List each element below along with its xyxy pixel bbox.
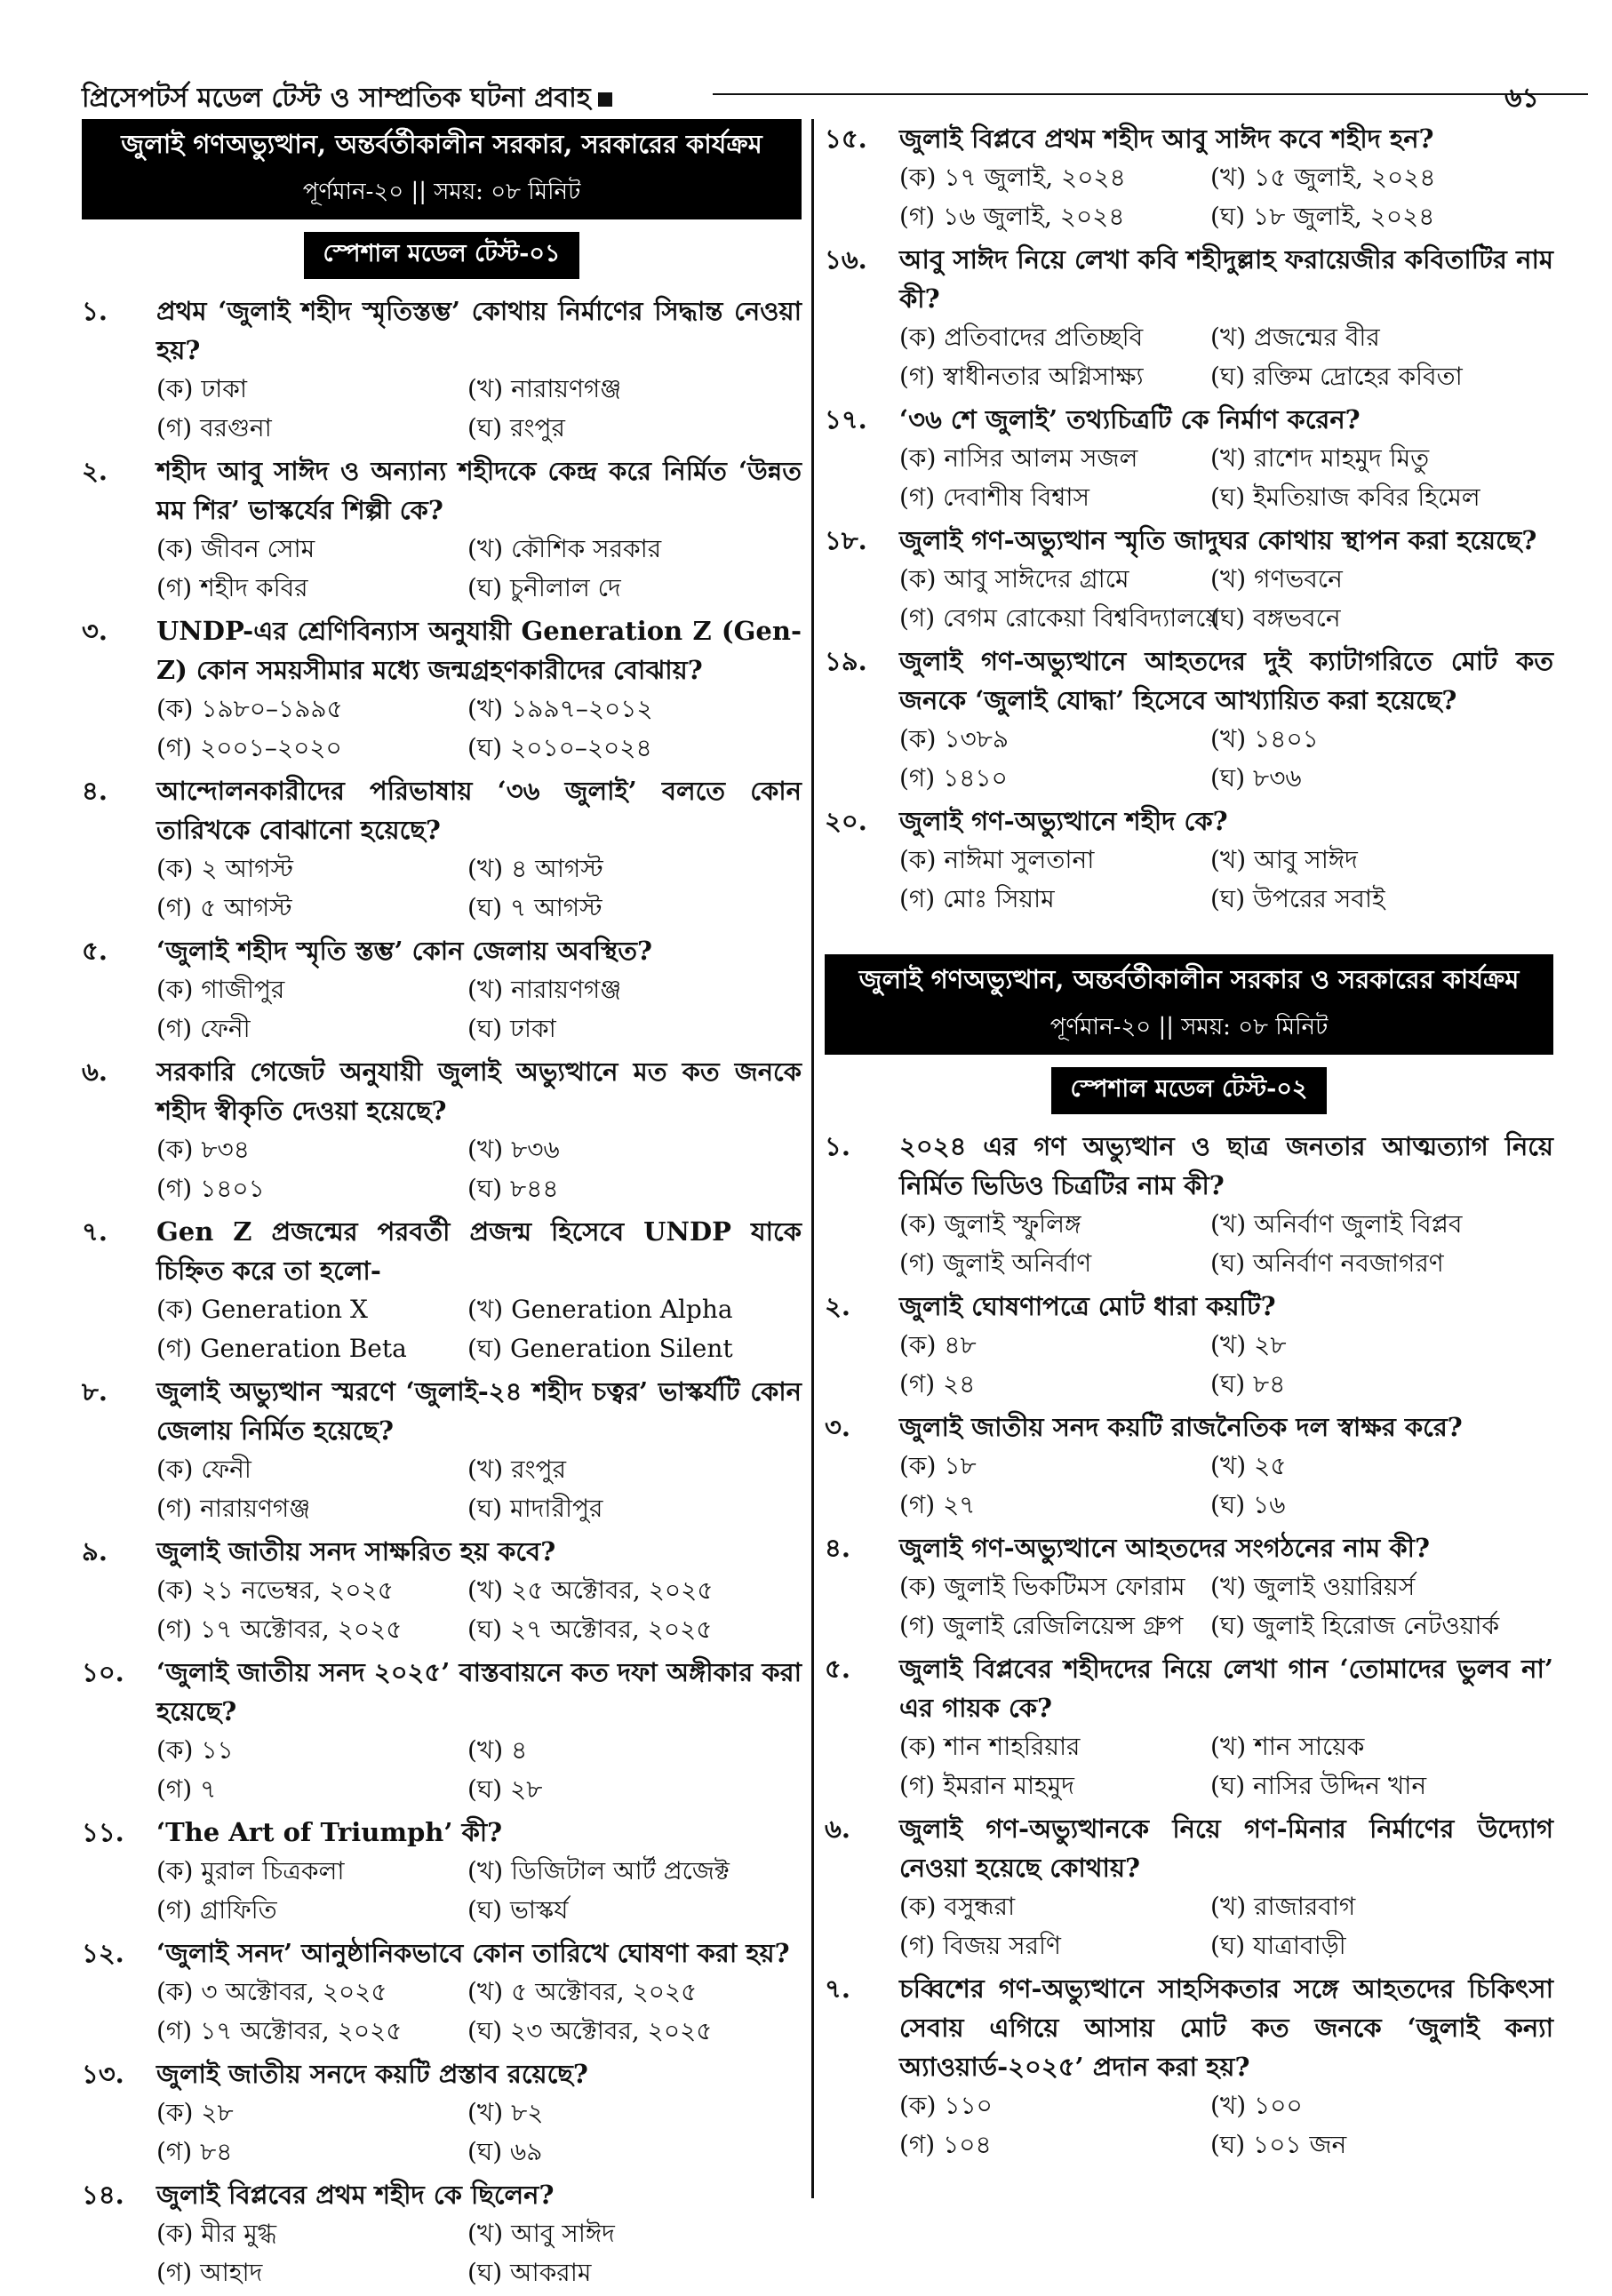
answer-option: (ঘ) ইমতিয়াজ কবির হিমেল bbox=[1210, 482, 1480, 512]
option-grid bbox=[899, 1727, 1553, 1806]
question-text: জুলাই গণ-অভ্যুত্থানে শহীদ কে? bbox=[899, 806, 1228, 836]
answer-option: (গ) ২০০১–২০২০ bbox=[156, 733, 342, 762]
question-row bbox=[82, 1813, 802, 1852]
question-list bbox=[82, 291, 802, 2292]
answer-option: (ক) ঢাকা bbox=[156, 374, 248, 403]
answer-option: (ঘ) নাসির উদ্দিন খান bbox=[1210, 1771, 1427, 1800]
question-item bbox=[825, 642, 1553, 798]
answer-option: (খ) ২৫ bbox=[1210, 1451, 1287, 1480]
answer-option: (ঘ) ২৩ অক্টোবর, ২০২৫ bbox=[467, 2016, 713, 2045]
question-text: ‘জুলাই শহীদ স্মৃতি স্তম্ভ’ কোন জেলায় অবস্থিত? bbox=[156, 936, 652, 966]
answer-option: (খ) রংপুর bbox=[467, 1455, 566, 1484]
option-grid bbox=[899, 2086, 1553, 2164]
answer-option: (গ) ১৬ জুলাই, ২০২৪ bbox=[899, 202, 1125, 231]
question-number: ৪. bbox=[825, 1533, 850, 1563]
answer-option: (গ) ১৪১০ bbox=[899, 763, 1008, 793]
question-row bbox=[82, 2054, 802, 2093]
question-item bbox=[82, 931, 802, 1048]
option-grid bbox=[899, 318, 1553, 396]
question-number: ১৬. bbox=[825, 244, 867, 275]
question-row bbox=[825, 1287, 1553, 1326]
question-number: ২. bbox=[825, 1291, 850, 1321]
answer-option: (ঘ) মাদারীপুর bbox=[467, 1494, 603, 1523]
answer-option: (ক) নাঈমা সুলতানা bbox=[899, 845, 1095, 874]
option-grid bbox=[156, 1852, 802, 1930]
column-divider bbox=[811, 119, 814, 2198]
question-row bbox=[82, 611, 802, 690]
header-rule bbox=[713, 93, 1588, 95]
option-grid bbox=[156, 690, 802, 768]
question-text: জুলাই বিপ্লবে প্রথম শহীদ আবু সাঈদ কবে শহীদ হন? bbox=[899, 124, 1434, 154]
answer-option: (গ) স্বাধীনতার অগ্নিসাক্ষ্য bbox=[899, 362, 1144, 391]
answer-option: (গ) বরগুনা bbox=[156, 413, 272, 442]
section-title: জুলাই গণঅভ্যুত্থান, অন্তর্বর্তীকালীন সরকার ও সরকারের কার্যক্রম bbox=[858, 964, 1520, 994]
answer-option: (ক) জীবন সোম bbox=[156, 534, 315, 563]
answer-option: (গ) ২৭ bbox=[899, 1490, 976, 1519]
option-grid bbox=[156, 370, 802, 448]
question-number: ১৪. bbox=[82, 2180, 124, 2210]
question-text: সরকারি গেজেট অনুযায়ী জুলাই অভ্যুত্থানে মত কত জনকে শহীদ স্বীকৃতি দেওয়া হয়েছে? bbox=[156, 1056, 802, 1126]
question-number: ৯. bbox=[82, 1536, 108, 1567]
answer-option: (গ) ফেনী bbox=[156, 1014, 251, 1043]
question-number: ১. bbox=[82, 296, 108, 326]
answer-option: (গ) জুলাই রেজিলিয়েন্স গ্রুপ bbox=[899, 1611, 1184, 1640]
header-title-wrap bbox=[82, 76, 612, 122]
question-row bbox=[825, 1528, 1553, 1567]
answer-option: (ঘ) ৮৪ bbox=[1210, 1369, 1286, 1399]
section-header-2 bbox=[825, 954, 1553, 1055]
question-item bbox=[82, 2175, 802, 2292]
question-text: ‘জুলাই জাতীয় সনদ ২০২৫’ বাস্তবায়নে কত দফা অঙ্গীকার করা হয়েছে? bbox=[156, 1657, 802, 1726]
question-item bbox=[825, 521, 1553, 638]
question-item bbox=[82, 611, 802, 768]
answer-option: (ক) ৪৮ bbox=[899, 1330, 977, 1359]
question-text: Gen Z প্রজন্মের পরবর্তী প্রজন্ম হিসেবে UNDP যাকে চিহ্নিত করে তা হলো- bbox=[156, 1216, 802, 1286]
answer-option: (ক) ২১ নভেম্বর, ২০২৫ bbox=[156, 1575, 394, 1605]
question-row bbox=[825, 119, 1553, 158]
answer-option: (খ) ৮৩৬ bbox=[467, 1135, 560, 1164]
answer-option: (খ) ডিজিটাল আর্ট প্রজেক্ট bbox=[467, 1856, 730, 1885]
question-item bbox=[825, 801, 1553, 919]
question-row bbox=[825, 642, 1553, 720]
question-number: ১৩. bbox=[82, 2059, 124, 2089]
answer-option: (খ) ১০০ bbox=[1210, 2091, 1303, 2120]
answer-option: (ঘ) ১৮ জুলাই, ২০২৪ bbox=[1210, 202, 1435, 231]
answer-option: (গ) ইমরান মাহমুদ bbox=[899, 1771, 1074, 1800]
question-item bbox=[82, 1813, 802, 1930]
answer-option: (ঘ) বঙ্গভবনে bbox=[1210, 603, 1341, 633]
answer-option: (ক) ১১০ bbox=[899, 2091, 993, 2120]
option-grid bbox=[156, 2093, 802, 2172]
question-number: ৭. bbox=[825, 1973, 850, 2004]
question-text: জুলাই বিপ্লবের শহীদদের নিয়ে লেখা গান ‘তোমাদের ভুলব না’ এর গায়ক কে? bbox=[899, 1654, 1553, 1723]
option-grid bbox=[899, 720, 1553, 798]
section-header-1 bbox=[82, 119, 802, 219]
question-row bbox=[82, 1052, 802, 1130]
question-item bbox=[82, 1933, 802, 2051]
answer-option: (খ) ৪ bbox=[467, 1735, 528, 1765]
answer-option: (খ) শান সায়েক bbox=[1210, 1732, 1365, 1761]
question-row bbox=[82, 451, 802, 530]
question-text: জুলাই জাতীয় সনদ কয়টি রাজনৈতিক দল স্বাক্ষর করে? bbox=[899, 1412, 1463, 1442]
option-grid bbox=[156, 1973, 802, 2051]
question-item bbox=[82, 1212, 802, 1368]
answer-option: (গ) ৮৪ bbox=[156, 2137, 233, 2166]
question-row bbox=[82, 1212, 802, 1290]
question-number: ১৮. bbox=[825, 525, 867, 555]
question-number: ১৯. bbox=[825, 646, 867, 676]
question-text: শহীদ আবু সাঈদ ও অন্যান্য শহীদকে কেন্দ্র করে নির্মিত ‘উন্নত মম শির’ ভাস্কর্যের শিল্পী কে? bbox=[156, 456, 802, 525]
option-grid bbox=[899, 1205, 1553, 1283]
question-item bbox=[82, 451, 802, 608]
answer-option: (খ) Generation Alpha bbox=[467, 1295, 733, 1324]
answer-option: (ক) ১৩৮৯ bbox=[899, 724, 1009, 753]
question-item bbox=[825, 1287, 1553, 1404]
option-grid bbox=[156, 1290, 802, 1368]
option-grid bbox=[899, 1326, 1553, 1404]
section-subtitle: পূর্ণমান-২০ || সময়: ০৮ মিনিট bbox=[1049, 1014, 1329, 1040]
answer-option: (গ) ১৭ অক্টোবর, ২০২৫ bbox=[156, 2016, 403, 2045]
question-number: ১৫. bbox=[825, 124, 867, 154]
answer-option: (ঘ) ৮৩৬ bbox=[1210, 763, 1302, 793]
answer-option: (গ) Generation Beta bbox=[156, 1334, 407, 1363]
answer-option: (ক) বসুন্ধরা bbox=[899, 1892, 1016, 1921]
section-title: জুলাই গণঅভ্যুত্থান, অন্তর্বর্তীকালীন সরকার, সরকারের কার্যক্রম bbox=[121, 129, 762, 159]
question-item bbox=[82, 1372, 802, 1528]
question-item bbox=[825, 1649, 1553, 1806]
question-text: জুলাই ঘোষণাপত্রে মোট ধারা কয়টি? bbox=[899, 1291, 1276, 1321]
answer-option: (গ) জুলাই অনির্বাণ bbox=[899, 1248, 1092, 1278]
badge-wrap bbox=[82, 232, 802, 279]
question-text: ২০২৪ এর গণ অভ্যুত্থান ও ছাত্র জনতার আত্মত্যাগ নিয়ে নির্মিত ভিডিও চিত্রটির নাম কী? bbox=[899, 1131, 1553, 1200]
question-row bbox=[82, 2175, 802, 2214]
answer-option: (ক) ৩ অক্টোবর, ২০২৫ bbox=[156, 1977, 387, 2006]
page-header bbox=[82, 76, 1539, 112]
answer-option: (ঘ) ঢাকা bbox=[467, 1014, 556, 1043]
question-row bbox=[825, 1407, 1553, 1447]
question-row bbox=[825, 1649, 1553, 1727]
answer-option: (গ) ১৭ অক্টোবর, ২০২৫ bbox=[156, 1614, 403, 1644]
answer-option: (ক) আবু সাঈদের গ্রামে bbox=[899, 564, 1129, 594]
answer-option: (ক) ১৭ জুলাই, ২০২৪ bbox=[899, 163, 1126, 192]
question-item bbox=[825, 1809, 1553, 1965]
option-grid bbox=[156, 1450, 802, 1528]
option-grid bbox=[156, 1130, 802, 1208]
answer-option: (খ) গণভবনে bbox=[1210, 564, 1343, 594]
answer-option: (খ) ৪ আগস্ট bbox=[467, 854, 603, 883]
question-text: আবু সাঈদ নিয়ে লেখা কবি শহীদুল্লাহ ফরায়েজীর কবিতাটির নাম কী? bbox=[899, 244, 1553, 314]
left-column bbox=[82, 119, 802, 2296]
question-number: ৭. bbox=[82, 1216, 108, 1247]
answer-option: (ক) Generation X bbox=[156, 1295, 368, 1324]
answer-option: (ঘ) ২৮ bbox=[467, 1774, 543, 1804]
option-grid bbox=[899, 439, 1553, 517]
question-row bbox=[825, 801, 1553, 841]
question-row bbox=[82, 291, 802, 370]
answer-option: (ক) জুলাই স্ফুলিঙ্গ bbox=[899, 1209, 1081, 1239]
question-number: ৬. bbox=[82, 1056, 108, 1087]
answer-option: (ঘ) ২০১০–২০২৪ bbox=[467, 733, 652, 762]
question-text: জুলাই গণ-অভ্যুত্থানে আহতদের সংগঠনের নাম কী? bbox=[899, 1533, 1430, 1563]
answer-option: (গ) ২৪ bbox=[899, 1369, 976, 1399]
question-list bbox=[825, 119, 1553, 919]
question-number: ৮. bbox=[82, 1376, 108, 1407]
question-number: ৬. bbox=[825, 1814, 850, 1844]
question-row bbox=[82, 1933, 802, 1973]
answer-option: (খ) ১৪০১ bbox=[1210, 724, 1319, 753]
answer-option: (ক) মুরাল চিত্রকলা bbox=[156, 1856, 345, 1885]
answer-option: (ক) ৮৩৪ bbox=[156, 1135, 250, 1164]
question-text: জুলাই গণ-অভ্যুত্থানে আহতদের দুই ক্যাটাগরিতে মোট কত জনকে ‘জুলাই যোদ্ধা’ হিসেবে আখ্যায়িত করা হয়েছে? bbox=[899, 646, 1553, 715]
answer-option: (খ) আবু সাঈদ bbox=[1210, 845, 1358, 874]
question-text: জুলাই গণ-অভ্যুত্থানকে নিয়ে গণ-মিনার নির্মাণের উদ্যোগ নেওয়া হয়েছে কোথায়? bbox=[899, 1814, 1553, 1883]
option-grid bbox=[156, 970, 802, 1048]
question-number: ৩. bbox=[825, 1412, 850, 1442]
answer-option: (ক) ১৮ bbox=[899, 1451, 977, 1480]
question-item bbox=[825, 1528, 1553, 1646]
question-row bbox=[82, 1532, 802, 1571]
question-item bbox=[825, 1407, 1553, 1525]
answer-option: (খ) ৫ অক্টোবর, ২০২৫ bbox=[467, 1977, 698, 2006]
question-number: ১০. bbox=[82, 1657, 124, 1687]
question-row bbox=[825, 1127, 1553, 1205]
answer-option: (খ) জুলাই ওয়ারিয়র্স bbox=[1210, 1572, 1416, 1601]
option-grid bbox=[156, 2214, 802, 2292]
answer-option: (খ) ৮২ bbox=[467, 2098, 544, 2127]
question-item bbox=[82, 291, 802, 448]
question-item bbox=[82, 1653, 802, 1809]
option-grid bbox=[899, 158, 1553, 236]
question-number: ৩. bbox=[82, 616, 108, 646]
answer-option: (ঘ) ১০১ জন bbox=[1210, 2130, 1347, 2159]
answer-option: (খ) কৌশিক সরকার bbox=[467, 534, 662, 563]
question-number: ১৭. bbox=[825, 404, 867, 434]
answer-option: (ঘ) জুলাই হিরোজ নেটওয়ার্ক bbox=[1210, 1611, 1500, 1640]
question-row bbox=[82, 1372, 802, 1450]
question-text: আন্দোলনকারীদের পরিভাষায় ‘৩৬ জুলাই’ বলতে কোন তারিখকে বোঝানো হয়েছে? bbox=[156, 776, 802, 845]
answer-option: (খ) নারায়ণগঞ্জ bbox=[467, 975, 622, 1004]
answer-option: (গ) মোঃ সিয়াম bbox=[899, 884, 1055, 913]
question-row bbox=[825, 1809, 1553, 1887]
answer-option: (ক) মীর মুগ্ধ bbox=[156, 2219, 277, 2248]
question-item bbox=[825, 240, 1553, 396]
answer-option: (ঘ) ৬৯ bbox=[467, 2137, 543, 2166]
question-item bbox=[825, 1127, 1553, 1283]
question-number: ১১. bbox=[82, 1817, 124, 1847]
question-row bbox=[825, 1969, 1553, 2086]
option-grid bbox=[156, 1731, 802, 1809]
question-text: জুলাই জাতীয় সনদ সাক্ষরিত হয় কবে? bbox=[156, 1536, 556, 1567]
option-grid bbox=[899, 841, 1553, 919]
question-row bbox=[825, 521, 1553, 560]
answer-option: (গ) ৭ bbox=[156, 1774, 217, 1804]
answer-option: (ক) ফেনী bbox=[156, 1455, 251, 1484]
page-number: ৬১ bbox=[1504, 83, 1539, 114]
answer-option: (ঘ) ভাস্কর্য bbox=[467, 1895, 569, 1925]
answer-option: (ঘ) ৮৪৪ bbox=[467, 1174, 559, 1203]
answer-option: (ঘ) ২৭ অক্টোবর, ২০২৫ bbox=[467, 1614, 713, 1644]
question-item bbox=[82, 2054, 802, 2172]
answer-option: (খ) ২৫ অক্টোবর, ২০২৫ bbox=[467, 1575, 714, 1605]
question-number: ৫. bbox=[825, 1654, 850, 1684]
answer-option: (খ) ১৫ জুলাই, ২০২৪ bbox=[1210, 163, 1436, 192]
answer-option: (খ) রাশেদ মাহমুদ মিতু bbox=[1210, 443, 1430, 473]
answer-option: (খ) প্রজন্মের বীর bbox=[1210, 323, 1380, 352]
option-grid bbox=[899, 1447, 1553, 1525]
answer-option: (ঘ) রংপুর bbox=[467, 413, 565, 442]
option-grid bbox=[899, 560, 1553, 638]
answer-option: (খ) রাজারবাগ bbox=[1210, 1892, 1356, 1921]
question-text: ‘৩৬ শে জুলাই’ তথ্যচিত্রটি কে নির্মাণ করেন? bbox=[899, 404, 1361, 434]
answer-option: (ক) শান শাহরিয়ার bbox=[899, 1732, 1081, 1761]
answer-option: (ঘ) যাত্রাবাড়ী bbox=[1210, 1931, 1346, 1960]
option-grid bbox=[156, 530, 802, 608]
answer-option: (ক) প্রতিবাদের প্রতিচ্ছবি bbox=[899, 323, 1144, 352]
answer-option: (গ) গ্রাফিতি bbox=[156, 1895, 277, 1925]
question-text: প্রথম ‘জুলাই শহীদ স্মৃতিস্তম্ভ’ কোথায় নির্মাণের সিদ্ধান্ত নেওয়া হয়? bbox=[156, 296, 802, 365]
question-text: জুলাই জাতীয় সনদে কয়টি প্রস্তাব রয়েছে? bbox=[156, 2059, 588, 2089]
answer-option: (ক) ২ আগস্ট bbox=[156, 854, 293, 883]
question-text: জুলাই গণ-অভ্যুত্থান স্মৃতি জাদুঘর কোথায় স্থাপন করা হয়েছে? bbox=[899, 525, 1537, 555]
option-grid bbox=[899, 1567, 1553, 1646]
question-row bbox=[825, 240, 1553, 318]
option-grid bbox=[156, 849, 802, 928]
answer-option: (খ) অনির্বাণ জুলাই বিপ্লব bbox=[1210, 1209, 1463, 1239]
answer-option: (গ) ১০৪ bbox=[899, 2130, 992, 2159]
question-item bbox=[82, 1532, 802, 1649]
answer-option: (গ) ৫ আগস্ট bbox=[156, 893, 292, 922]
question-number: ১২. bbox=[82, 1938, 124, 1968]
square-bullet-icon bbox=[598, 92, 612, 107]
answer-option: (খ) ২৮ bbox=[1210, 1330, 1287, 1359]
question-row bbox=[82, 931, 802, 970]
model-test-badge: স্পেশাল মডেল টেস্ট-০২ bbox=[1051, 1067, 1328, 1114]
question-text: জুলাই বিপ্লবের প্রথম শহীদ কে ছিলেন? bbox=[156, 2180, 555, 2210]
answer-option: (গ) নারায়ণগঞ্জ bbox=[156, 1494, 311, 1523]
answer-option: (ঘ) উপরের সবাই bbox=[1210, 884, 1385, 913]
badge-wrap bbox=[825, 1067, 1553, 1114]
answer-option: (গ) বিজয় সরণি bbox=[899, 1931, 1061, 1960]
question-text: জুলাই অভ্যুত্থান স্মরণে ‘জুলাই-২৪ শহীদ চত্বর’ ভাস্কর্যটি কোন জেলায় নির্মিত হয়েছে? bbox=[156, 1376, 802, 1446]
question-item bbox=[825, 1969, 1553, 2164]
answer-option: (ক) ১৯৮০–১৯৯৫ bbox=[156, 694, 343, 723]
option-grid bbox=[156, 1571, 802, 1649]
answer-option: (ক) নাসির আলম সজল bbox=[899, 443, 1138, 473]
question-number: ২. bbox=[82, 456, 108, 486]
answer-option: (খ) ১৯৯৭–২০১২ bbox=[467, 694, 653, 723]
answer-option: (গ) শহীদ কবির bbox=[156, 573, 308, 602]
answer-option: (ক) ১১ bbox=[156, 1735, 234, 1765]
answer-option: (ঘ) রক্তিম দ্রোহের কবিতা bbox=[1210, 362, 1463, 391]
question-text: UNDP-এর শ্রেণিবিন্যাস অনুযায়ী Generation Z (Gen-Z) কোন সময়সীমার মধ্যে জন্মগ্রহণকারীদের বোঝায়? bbox=[156, 616, 802, 685]
answer-option: (ঘ) অনির্বাণ নবজাগরণ bbox=[1210, 1248, 1444, 1278]
answer-option: (গ) আহাদ bbox=[156, 2258, 263, 2287]
question-row bbox=[82, 1653, 802, 1731]
answer-option: (খ) আবু সাঈদ bbox=[467, 2219, 615, 2248]
question-number: ২০. bbox=[825, 806, 867, 836]
answer-option: (ক) গাজীপুর bbox=[156, 975, 285, 1004]
question-text: ‘The Art of Triumph’ কী? bbox=[156, 1817, 503, 1847]
question-row bbox=[825, 400, 1553, 439]
question-text: চব্বিশের গণ-অভ্যুত্থানে সাহসিকতার সঙ্গে আহতদের চিকিৎসা সেবায় এগিয়ে আসায় মোট কত জনকে ‘জুলাই কন্যা অ্যাওয়ার্ড-২০২৫’ প্রদান করা হয়? bbox=[899, 1973, 1553, 2082]
answer-option: (খ) নারায়ণগঞ্জ bbox=[467, 374, 622, 403]
question-row bbox=[82, 771, 802, 849]
header-title: প্রিসেপটর্স মডেল টেস্ট ও সাম্প্রতিক ঘটনা প্রবাহ bbox=[82, 83, 591, 114]
question-number: ৫. bbox=[82, 936, 108, 966]
answer-option: (ঘ) Generation Silent bbox=[467, 1334, 733, 1363]
answer-option: (গ) বেগম রোকেয়া বিশ্ববিদ্যালয়ে bbox=[899, 603, 1220, 633]
question-number: ৪. bbox=[82, 776, 108, 806]
section-subtitle: পূর্ণমান-২০ || সময়: ০৮ মিনিট bbox=[302, 179, 581, 205]
model-test-badge: স্পেশাল মডেল টেস্ট-০১ bbox=[304, 232, 580, 279]
right-column bbox=[825, 119, 1553, 2168]
question-item bbox=[82, 1052, 802, 1208]
question-text: ‘জুলাই সনদ’ আনুষ্ঠানিকভাবে কোন তারিখে ঘোষণা করা হয়? bbox=[156, 1938, 790, 1968]
answer-option: (গ) দেবাশীষ বিশ্বাস bbox=[899, 482, 1089, 512]
answer-option: (ক) ২৮ bbox=[156, 2098, 234, 2127]
answer-option: (ঘ) ৭ আগস্ট bbox=[467, 893, 603, 922]
answer-option: (ক) জুলাই ভিকটিমস ফোরাম bbox=[899, 1572, 1185, 1601]
question-item bbox=[825, 119, 1553, 236]
answer-option: (ঘ) চুনীলাল দে bbox=[467, 573, 621, 602]
answer-option: (গ) ১৪০১ bbox=[156, 1174, 265, 1203]
question-list bbox=[825, 1127, 1553, 2164]
question-item bbox=[825, 400, 1553, 517]
answer-option: (ঘ) ১৬ bbox=[1210, 1490, 1286, 1519]
answer-option: (ঘ) আকরাম bbox=[467, 2258, 592, 2287]
question-item bbox=[82, 771, 802, 928]
question-number: ১. bbox=[825, 1131, 850, 1161]
option-grid bbox=[899, 1887, 1553, 1965]
